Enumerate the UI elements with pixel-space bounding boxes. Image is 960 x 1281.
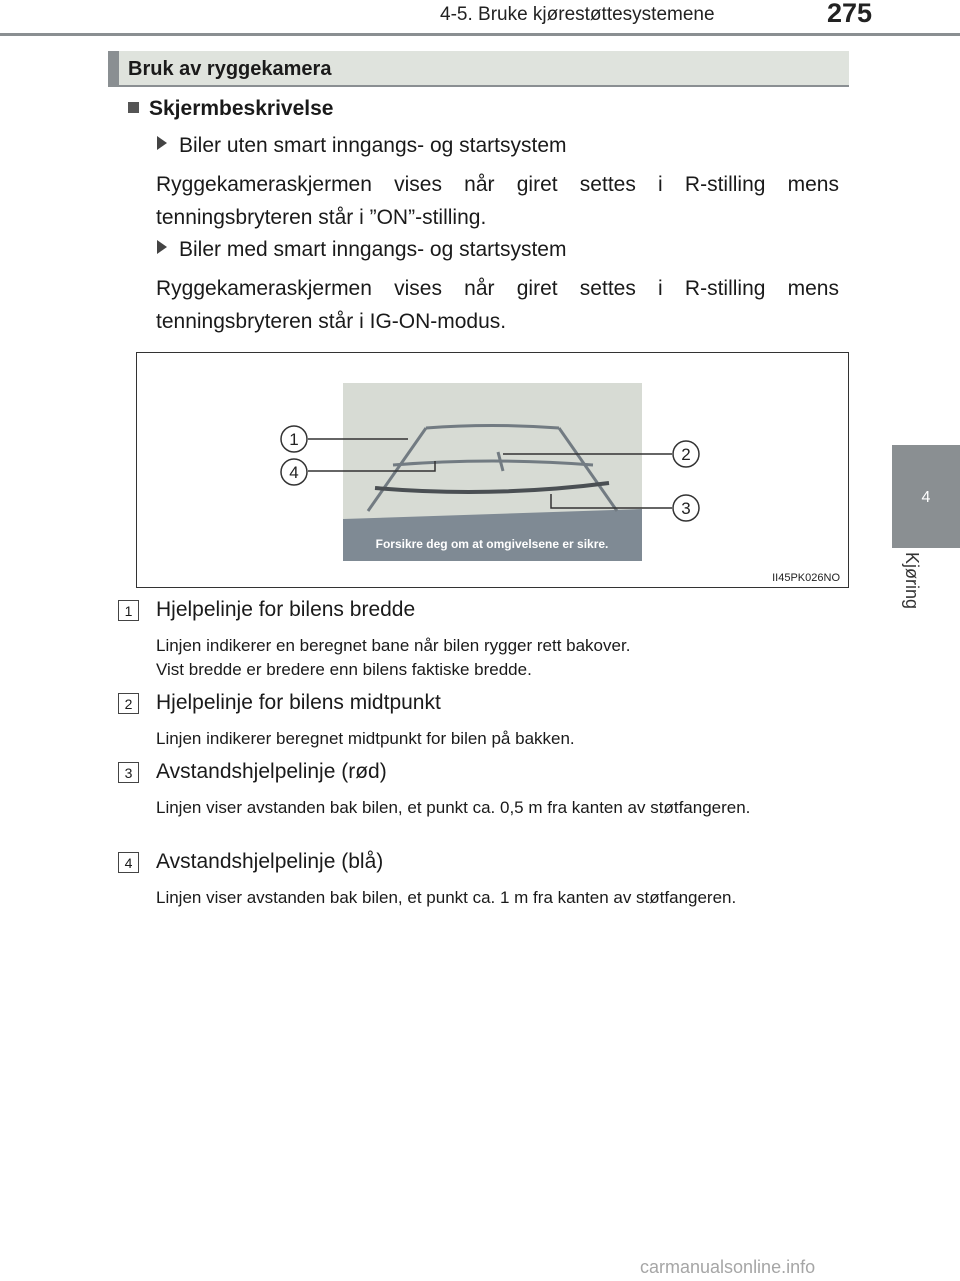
- header-divider: [0, 33, 960, 36]
- callout-4-label: 4: [289, 463, 299, 482]
- item-title: Hjelpelinje for bilens midtpunkt: [156, 691, 441, 714]
- item-description-line: Linjen indikerer en beregnet bane når bilen rygger rett bakover.: [156, 636, 631, 655]
- camera-screen-drawing: [137, 353, 850, 589]
- triangle-bullet-icon: [157, 240, 167, 254]
- item-description: Linjen viser avstanden bak bilen, et punkt ca. 0,5 m fra kanten av støtfangeren.: [156, 798, 751, 817]
- figure-code: II45PK026NO: [772, 572, 840, 584]
- item-description: [156, 634, 839, 682]
- callout-1-label: 1: [289, 430, 299, 449]
- section-title: Bruk av ryggekamera: [128, 58, 332, 80]
- item-title: Avstandshjelpelinje (blå): [156, 850, 384, 873]
- subheading: [128, 97, 333, 121]
- page-number: 275: [827, 0, 873, 28]
- condition-text: Biler uten smart inngangs- og startsystem: [179, 134, 567, 157]
- item-number-badge: 2: [118, 693, 139, 714]
- subheading-text: Skjermbeskrivelse: [149, 97, 334, 120]
- screen-message: Forsikre deg om at omgivelsene er sikre.: [375, 537, 609, 551]
- paragraph: Ryggekameraskjermen vises når giret settes i R-stilling mens tenningsbryteren står i IG-ON-modus.: [156, 277, 839, 333]
- condition-item: [157, 134, 567, 158]
- item-description-line: Vist bredde er bredere enn bilens faktiske bredde.: [156, 660, 532, 679]
- item-description-line: Linjen indikerer beregnet midtpunkt for bilen på bakken.: [156, 729, 575, 748]
- chapter-header-title: 4-5. Bruke kjørestøttesystemene: [440, 4, 715, 25]
- item-title: Avstandshjelpelinje (rød): [156, 760, 387, 783]
- section-title-box: [108, 51, 849, 87]
- watermark-link[interactable]: carmanualsonline.info: [640, 1257, 816, 1277]
- chapter-side-tab: [892, 445, 960, 548]
- callout-2-label: 2: [681, 445, 691, 464]
- chapter-number: 4: [921, 489, 931, 506]
- item-description: [156, 727, 839, 751]
- condition-item: [157, 238, 566, 262]
- chapter-side-label: Kjøring: [902, 552, 922, 610]
- condition-text: Biler med smart inngangs- og startsystem: [179, 238, 567, 261]
- item-number-badge: 3: [118, 762, 139, 783]
- square-bullet-icon: [128, 102, 139, 113]
- rear-camera-illustration: [136, 352, 849, 588]
- paragraph: Ryggekameraskjermen vises når giret settes i R-stilling mens tenningsbryteren står i ”ON”-stilling.: [156, 173, 839, 229]
- item-title: Hjelpelinje for bilens bredde: [156, 598, 416, 621]
- item-number-badge: 1: [118, 600, 139, 621]
- item-description: Linjen viser avstanden bak bilen, et punkt ca. 1 m fra kanten av støtfangeren.: [156, 888, 737, 907]
- callout-3-label: 3: [681, 499, 691, 518]
- triangle-bullet-icon: [157, 136, 167, 150]
- item-number-badge: 4: [118, 852, 139, 873]
